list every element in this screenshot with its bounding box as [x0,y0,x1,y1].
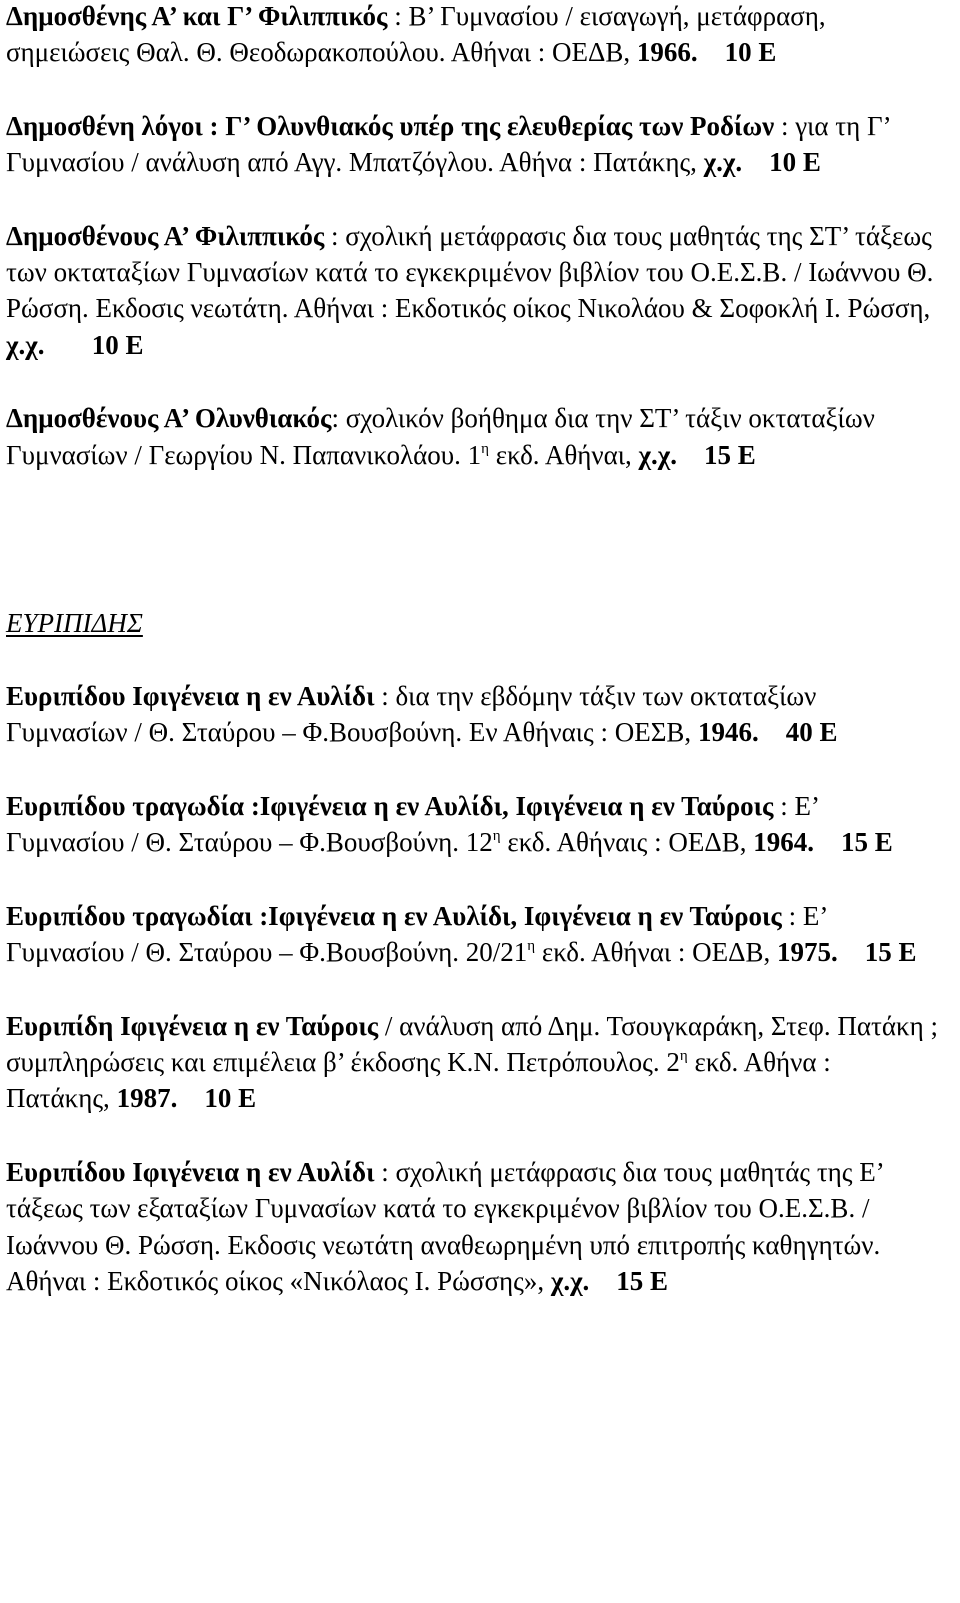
edition-superscript: η [492,828,501,845]
edition-superscript: η [527,938,536,955]
entry-title: Ευριπίδου τραγωδία :Ιφιγένεια η εν Αυλίδι, Ιφιγένεια η εν Ταύροις [6,790,774,821]
section-spacer [6,473,940,605]
entry-details: : δια την εβδόμην τάξιν των οκταταξίων Γυμνασίων / Θ. Σταύρου – Φ.Βουσβούνη. Εν Αθήναις : ΟΕΣΒ, [6,681,817,748]
entry-year: χ.χ. [6,329,45,360]
entry-price: 40 E [785,717,838,748]
entry-title: Ευριπίδου Ιφιγένεια η εν Αυλίδι [6,1156,375,1187]
entry-title: Δημοσθένους Α’ Ολυνθιακός [6,403,332,434]
entry-title: Ευριπίδη Ιφιγένεια η εν Ταύροις [6,1010,379,1041]
section-heading-wrap [6,605,940,641]
entry-price: 10 E [91,329,144,360]
entry-year: χ.χ. [550,1265,590,1296]
catalog-entry [6,0,940,71]
entry-year: 1946. [697,717,759,748]
entry-year: χ.χ. [638,439,677,470]
catalog-entry [6,218,940,364]
entry-details: : Ε’ Γυμνασίου / Θ. Σταύρου – Φ.Βουσβούνη. 20/21 [6,900,827,968]
entry-year: χ.χ. [703,147,743,178]
catalog-entry [6,1008,940,1117]
catalog-entry [6,678,940,751]
catalog-entry [6,108,940,181]
entry-price: 15 E [616,1265,669,1296]
entry-price: 15 E [840,827,893,858]
entry-title: Δημοσθένης Α’ και Γ’ Φιλιππικός [6,1,388,31]
entry-year: 1966. [636,37,698,68]
entry-price: 10 E [204,1083,257,1114]
entry-details: : για τη Γ’ Γυμνασίου / ανάλυση από Αγγ. Μπατζόγλου. Αθήνα : Πατάκης, [6,110,890,178]
entry-title: Ευριπίδου Ιφιγένεια η εν Αυλίδι [6,681,375,712]
entry-details: : σχολικόν βοήθημα δια την ΣΤ’ τάξιν οκταταξίων Γυμνασίων / Γεωργίου Ν. Παπανικολάου. 1 [6,403,875,470]
entry-year: 1964. [753,827,814,858]
catalog-entry [6,898,940,971]
edition-superscript: η [481,440,489,457]
entry-price: 15 E [864,937,917,968]
entry-details: : σχολική μετάφρασις δια τους μαθητάς της Ε’ τάξεως των εξαταξίων Γυμνασίων κατά το εγκεκριμένον βιβλίον του Ο.Ε.Σ.Β. / Ιωάννου Θ. Ρώσση. Εκδοσις νεωτάτη αναθεωρημένη υπό επιτροπής καθηγητών. Αθήναι : Εκδοτικός οίκος «Νικόλαος Ι. Ρώσσης», [6,1156,883,1296]
entry-details-cont: εκδ. Αθήναι, [488,439,639,470]
entry-title: Δημοσθένη λόγοι : Γ’ Ολυνθιακός υπέρ της ελευθερίας των Ροδίων [6,110,775,141]
edition-superscript: η [679,1047,688,1064]
catalog-entry [6,400,940,473]
entry-details: / ανάλυση από Δημ. Τσουγκαράκη, Στεφ. Πατάκη ; συμπληρώσεις και επιμέλεια β’ έκδοσης Κ.Ν. Πετρόπουλος. 2 [6,1010,938,1077]
entry-details: : Β’ Γυμνασίου / εισαγωγή, μετάφραση, σημειώσεις Θαλ. Θ. Θεοδωρακοπούλου. Αθήναι : ΟΕΔΒ, [6,1,826,68]
entry-price: 15 E [703,439,756,470]
entry-year: 1987. [116,1083,178,1114]
entry-details-cont: εκδ. Αθήνα : Πατάκης, [6,1046,831,1114]
entry-details-cont: εκδ. Αθήναις : ΟΕΔΒ, [500,827,754,858]
entry-year: 1975. [777,937,838,968]
entry-details-cont: εκδ. Αθήναι : ΟΕΔΒ, [535,937,778,968]
catalog-entry [6,1154,940,1300]
entry-price: 10 E [769,147,821,178]
entry-title: Ευριπίδου τραγωδίαι :Ιφιγένεια η εν Αυλίδι, Ιφιγένεια η εν Ταύροις [6,900,782,931]
section-heading: ΕΥΡΙΠΙΔΗΣ [6,608,143,639]
entry-price: 10 E [724,37,777,68]
entry-details: : σχολική μετάφρασις δια τους μαθητάς της ΣΤ’ τάξεως των οκταταξίων Γυμνασίων κατά το εγκεκριμένον βιβλίον του Ο.Ε.Σ.Β. / Ιωάννου Θ. Ρώσση. Εκδοσις νεωτάτη. Αθήναι : Εκδοτικός οίκος Νικολάου & Σοφοκλή Ι. Ρώσση, [6,220,934,324]
catalog-entry [6,788,940,861]
entry-title: Δημοσθένους Α’ Φιλιππικός [6,220,325,251]
entry-details: : Ε’ Γυμνασίου / Θ. Σταύρου – Φ.Βουσβούνη. 12 [6,790,818,858]
